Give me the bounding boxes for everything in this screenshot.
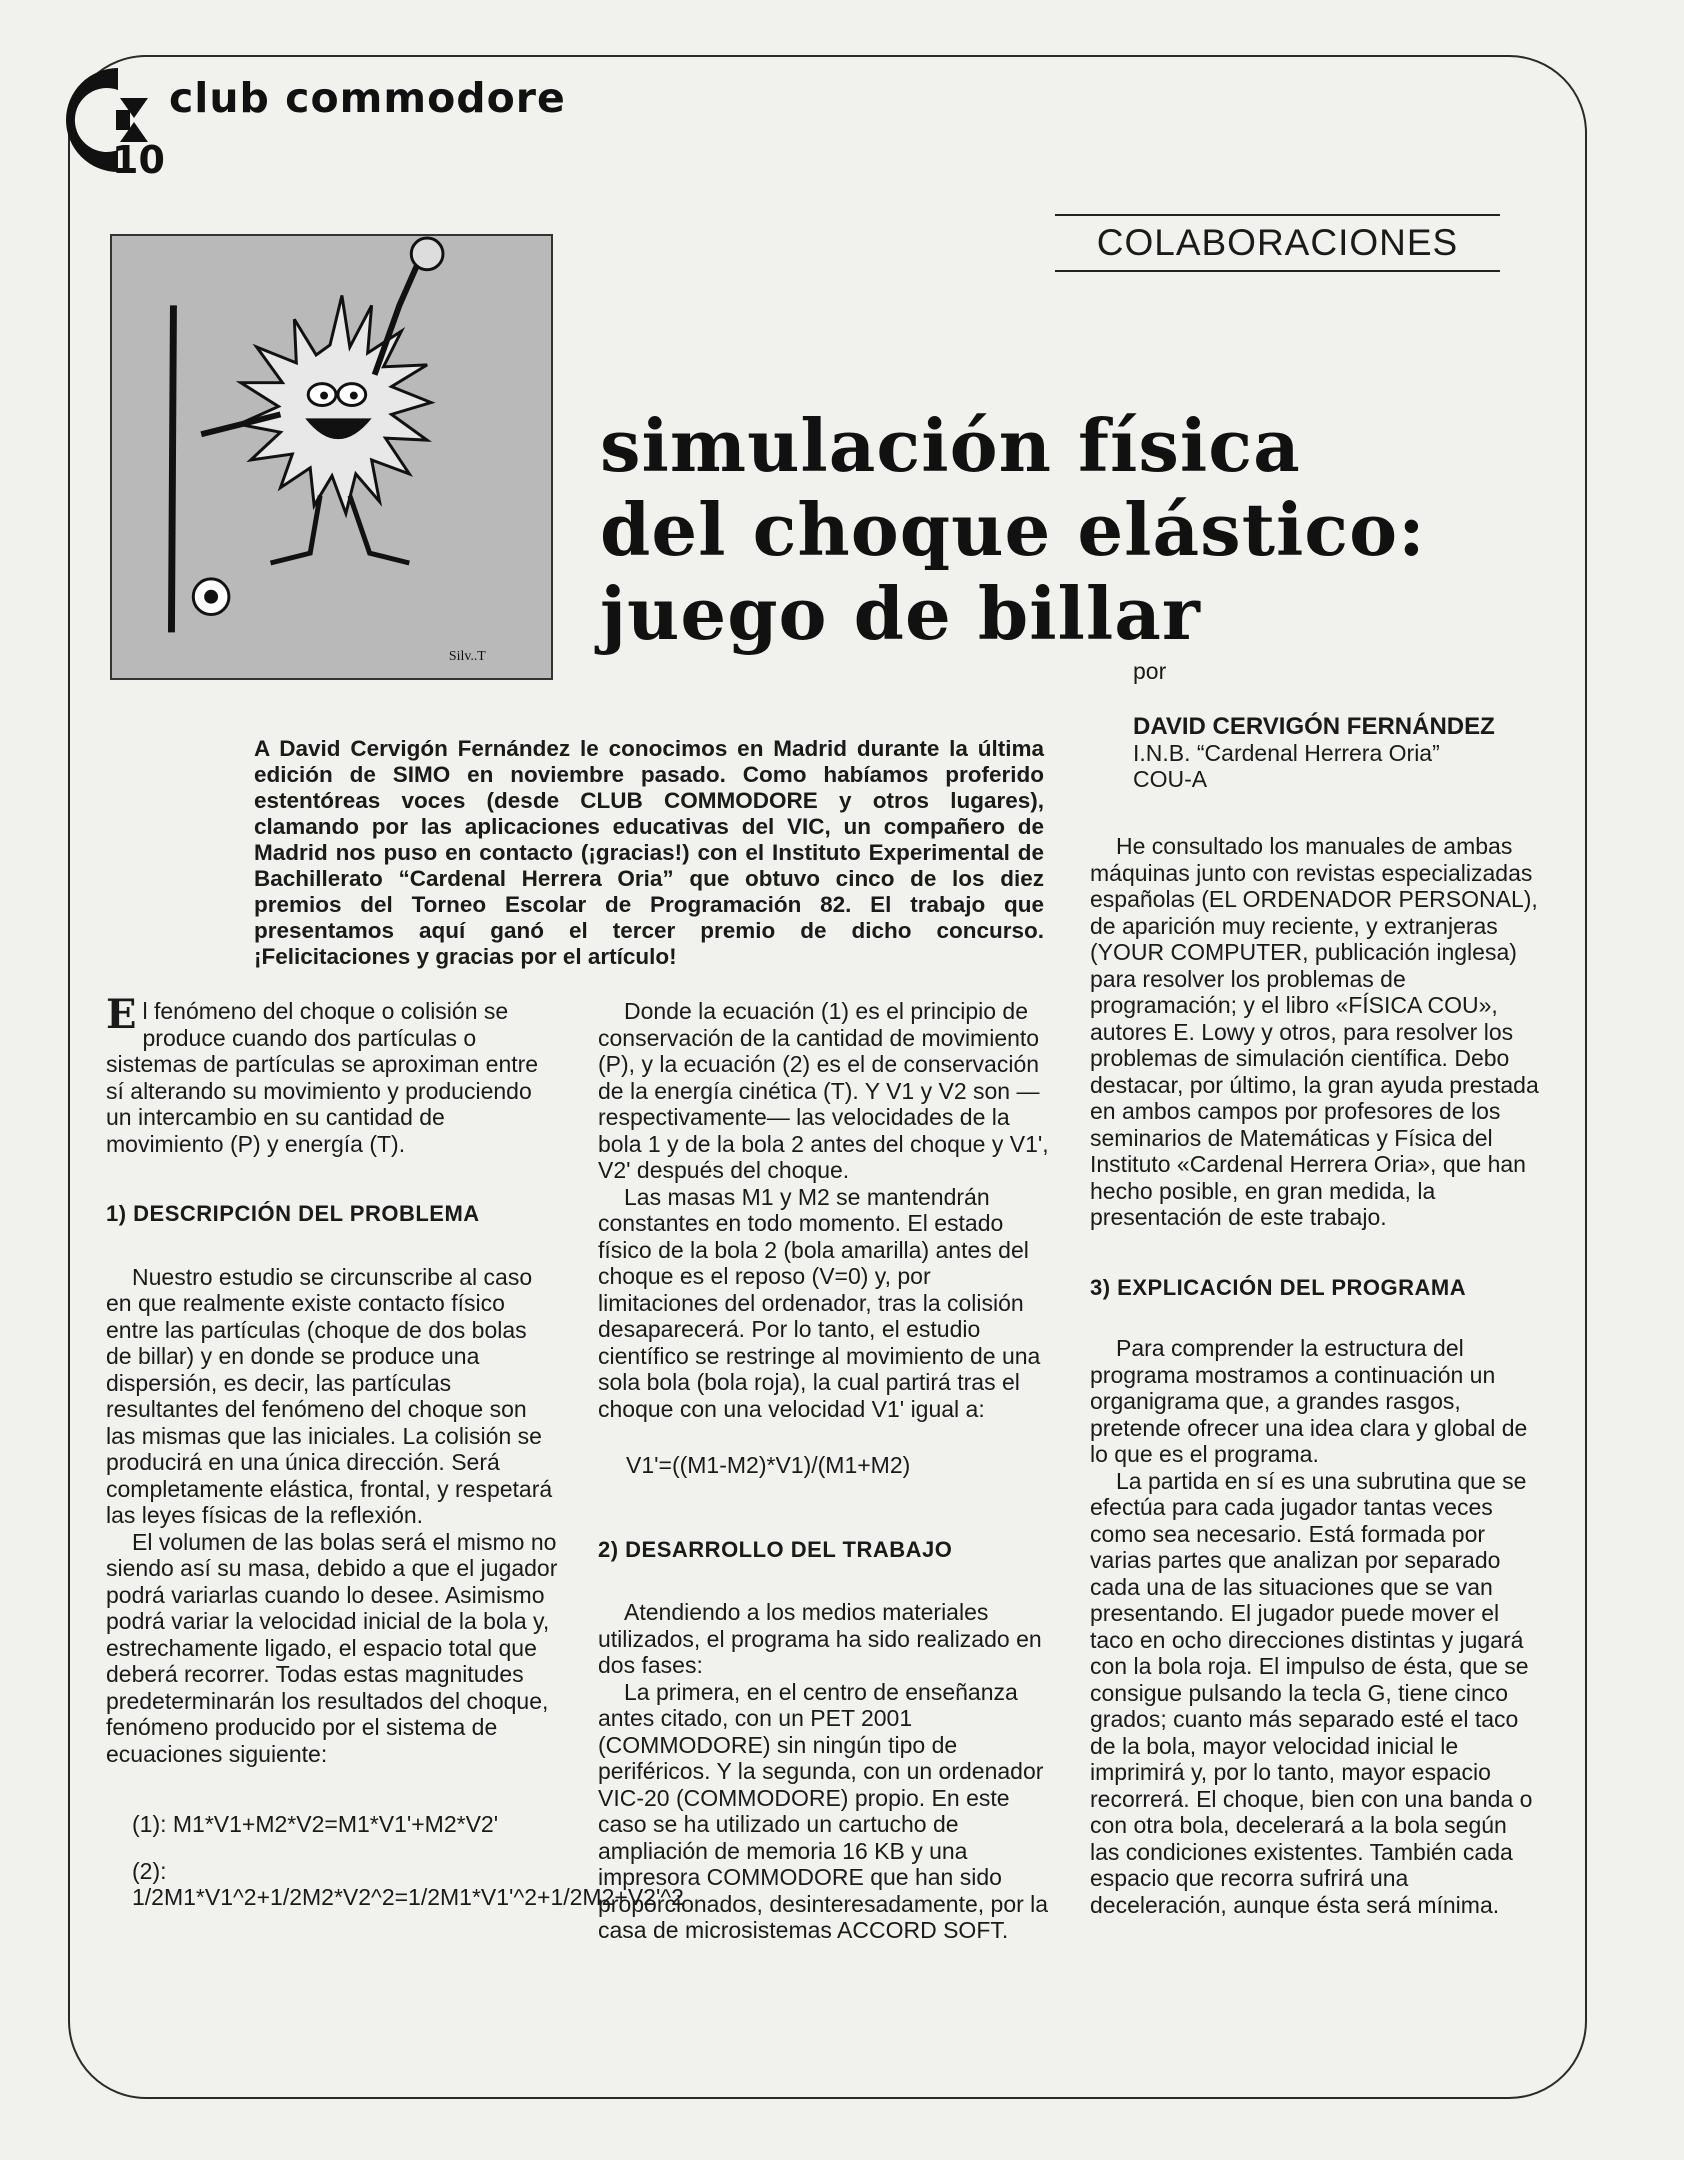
equation-v1-prime: V1'=((M1-M2)*V1)/(M1+M2) bbox=[626, 1452, 911, 1478]
equation-2: (2): 1/2M1*V1^2+1/2M2*V2^2=1/2M1*V1'^2+1/2M2+V2'^2 bbox=[132, 1857, 684, 1910]
cartoon-illustration bbox=[110, 234, 553, 680]
section-heading: COLABORACIONES bbox=[1055, 214, 1500, 272]
by-label: por bbox=[1133, 658, 1167, 684]
drop-cap: E bbox=[106, 991, 137, 1038]
title-line-1: simulación física bbox=[600, 403, 1301, 488]
illustration-signature: Silv..T bbox=[448, 649, 486, 665]
heading-desarrollo: 2) DESARROLLO DEL TRABAJO bbox=[598, 1536, 953, 1562]
col2-paragraph-4: La primera, en el centro de enseñanza antes citado, con un PET 2001 (COMMODORE) sin ningún tipo de periféricos. Y la segunda, con un ordenador VIC-20 (COMMODORE) propio. En este caso se ha utilizado un cartucho de ampliación de memoria 16 KB y una impresora COMMODORE que han sido proporcionados, desinteresadamente, por la casa de microsistemas ACCORD SOFT. bbox=[598, 1678, 1049, 1943]
col2-paragraph-1: Donde la ecuación (1) es el principio de conservación de la cantidad de movimiento (P), y la ecuación (2) es el de conservación de la energía cinética (T). Y V1 y V2 son —respectivamente— las velocidades de la bola 1 y de la bola 2 antes del choque y V1', V2' después del choque. bbox=[598, 998, 1049, 1183]
cue-stick bbox=[171, 305, 173, 632]
col3-paragraph-2: Para comprender la estructura del programa mostramos a continuación un organigrama que, a grandes rasgos, pretende ofrecer una idea clara y global de lo que es el programa. bbox=[1090, 1335, 1528, 1467]
column-2 bbox=[598, 998, 1054, 1944]
club-label: club commodore bbox=[165, 74, 574, 122]
byline bbox=[1133, 658, 1495, 792]
col3-paragraph-1: He consultado los manuales de ambas máquinas junto con revistas especializadas españolas (EL ORDENADOR PERSONAL), de aparición muy reciente, y extranjeras (YOUR COMPUTER, publicación inglesa) para resolver los problemas de programación; y el libro «FÍSICA COU», autores E. Lowy y otros, para resolver los problemas de simulación científica. Debo destacar, por último, la gran ayuda prestada en ambos campos por profesores de los seminarios de Matemáticas y Física del Instituto «Cardenal Herrera Oria», que han hecho posible, en gran medida, la presentación de este trabajo. bbox=[1090, 833, 1539, 1230]
col3-paragraph-3: La partida en sí es una subrutina que se efectúa para cada jugador tantas veces como sea necesario. Está formada por varias partes que analizan por separado cada una de las situaciones que se van presentando. El jugador puede mover el taco en ocho direcciones distintas y jugará con la bola roja. El impulso de ésta, que se consigue pulsando la tecla G, tiene cinco grados; cuanto más separado esté el taco de la bola, mayor velocidad inicial le imprimirá y, por lo tanto, mayor espacio recorrerá. El choque, bien con una banda o con otra bola, decelerará a la bola según las condiciones existentes. También cada espacio que recorra sufrirá una deceleración, aunque ésta será mínima. bbox=[1090, 1467, 1533, 1918]
col2-paragraph-2: Las masas M1 y M2 se mantendrán constantes en todo momento. El estado físico de la bola 2 (bola amarilla) antes del choque es el reposo (V=0) y, por limitaciones del ordenador, tras la colisión desaparecerá. Por lo tanto, el estudio científico se restringe al movimiento de una sola bola (bola roja), la cual partirá tras el choque con una velocidad V1' igual a: bbox=[598, 1183, 1041, 1422]
author-course: COU-A bbox=[1133, 766, 1208, 792]
title-line-2: del choque elástico: bbox=[600, 487, 1426, 572]
title-line-3: juego de billar bbox=[600, 571, 1201, 656]
heading-explicacion: 3) EXPLICACIÓN DEL PROGRAMA bbox=[1090, 1274, 1467, 1300]
col1-paragraph-1: El fenómeno del choque o colisión se produce cuando dos partículas o sistemas de partículas se aproximan entre sí alterando su movimiento y produciendo un intercambio en su cantidad de movimiento (P) y energía (T). bbox=[106, 991, 539, 1157]
author-name: DAVID CERVIGÓN FERNÁNDEZ bbox=[1133, 713, 1495, 740]
col2-paragraph-3: Atendiendo a los medios materiales utilizados, el programa ha sido realizado en dos fases: bbox=[598, 1599, 1042, 1678]
article-title bbox=[600, 404, 1426, 656]
col1-paragraph-3: El volumen de las bolas será el mismo no siendo así su masa, debido a que el jugador podrá variarlas cuando lo desee. Asimismo podrá variar la velocidad inicial de la bola y, estrechamente ligado, el espacio total que deberá recorrer. Todas estas magnitudes predeterminarán los resultados del choque, fenómeno producido por el sistema de ecuaciones siguiente: bbox=[106, 1528, 558, 1767]
column-3 bbox=[1090, 833, 1542, 1918]
page-number: 10 bbox=[112, 138, 165, 182]
col1-paragraph-2: Nuestro estudio se circunscribe al caso en que realmente existe contacto físico entre las partículas (choque de dos bolas de billar) y en donde se produce una dispersión, es decir, las partículas resultantes del fenómeno del choque son las mismas que las iniciales. La colisión se producirá en una única dirección. Será completamente elástica, frontal, y respetará las leyes físicas de la reflexión. bbox=[106, 1263, 553, 1528]
author-institution: I.N.B. “Cardenal Herrera Oria” bbox=[1133, 740, 1440, 766]
column-1 bbox=[106, 991, 684, 1911]
equation-1: (1): M1*V1+M2*V2=M1*V1'+M2*V2' bbox=[132, 1811, 499, 1837]
intro-paragraph: A David Cervigón Fernández le conocimos en Madrid durante la última edición de SIMO en noviembre pasado. Como habíamos proferido estentóreas voces (desde CLUB COMMODORE y otros lugares), clamando por las aplicaciones educativas del VIC, un compañero de Madrid nos puso en contacto (¡gracias!) con el Instituto Experimental de Bachillerato “Cardenal Herrera Oria” que obtuvo cinco de los diez premios del Torneo Escolar de Programación 82. El trabajo que presentamos aquí ganó el tercer premio de dicho concurso. ¡Felicitaciones y gracias por el artículo! bbox=[254, 736, 1044, 969]
heading-descripcion: 1) DESCRIPCIÓN DEL PROBLEMA bbox=[106, 1201, 480, 1226]
